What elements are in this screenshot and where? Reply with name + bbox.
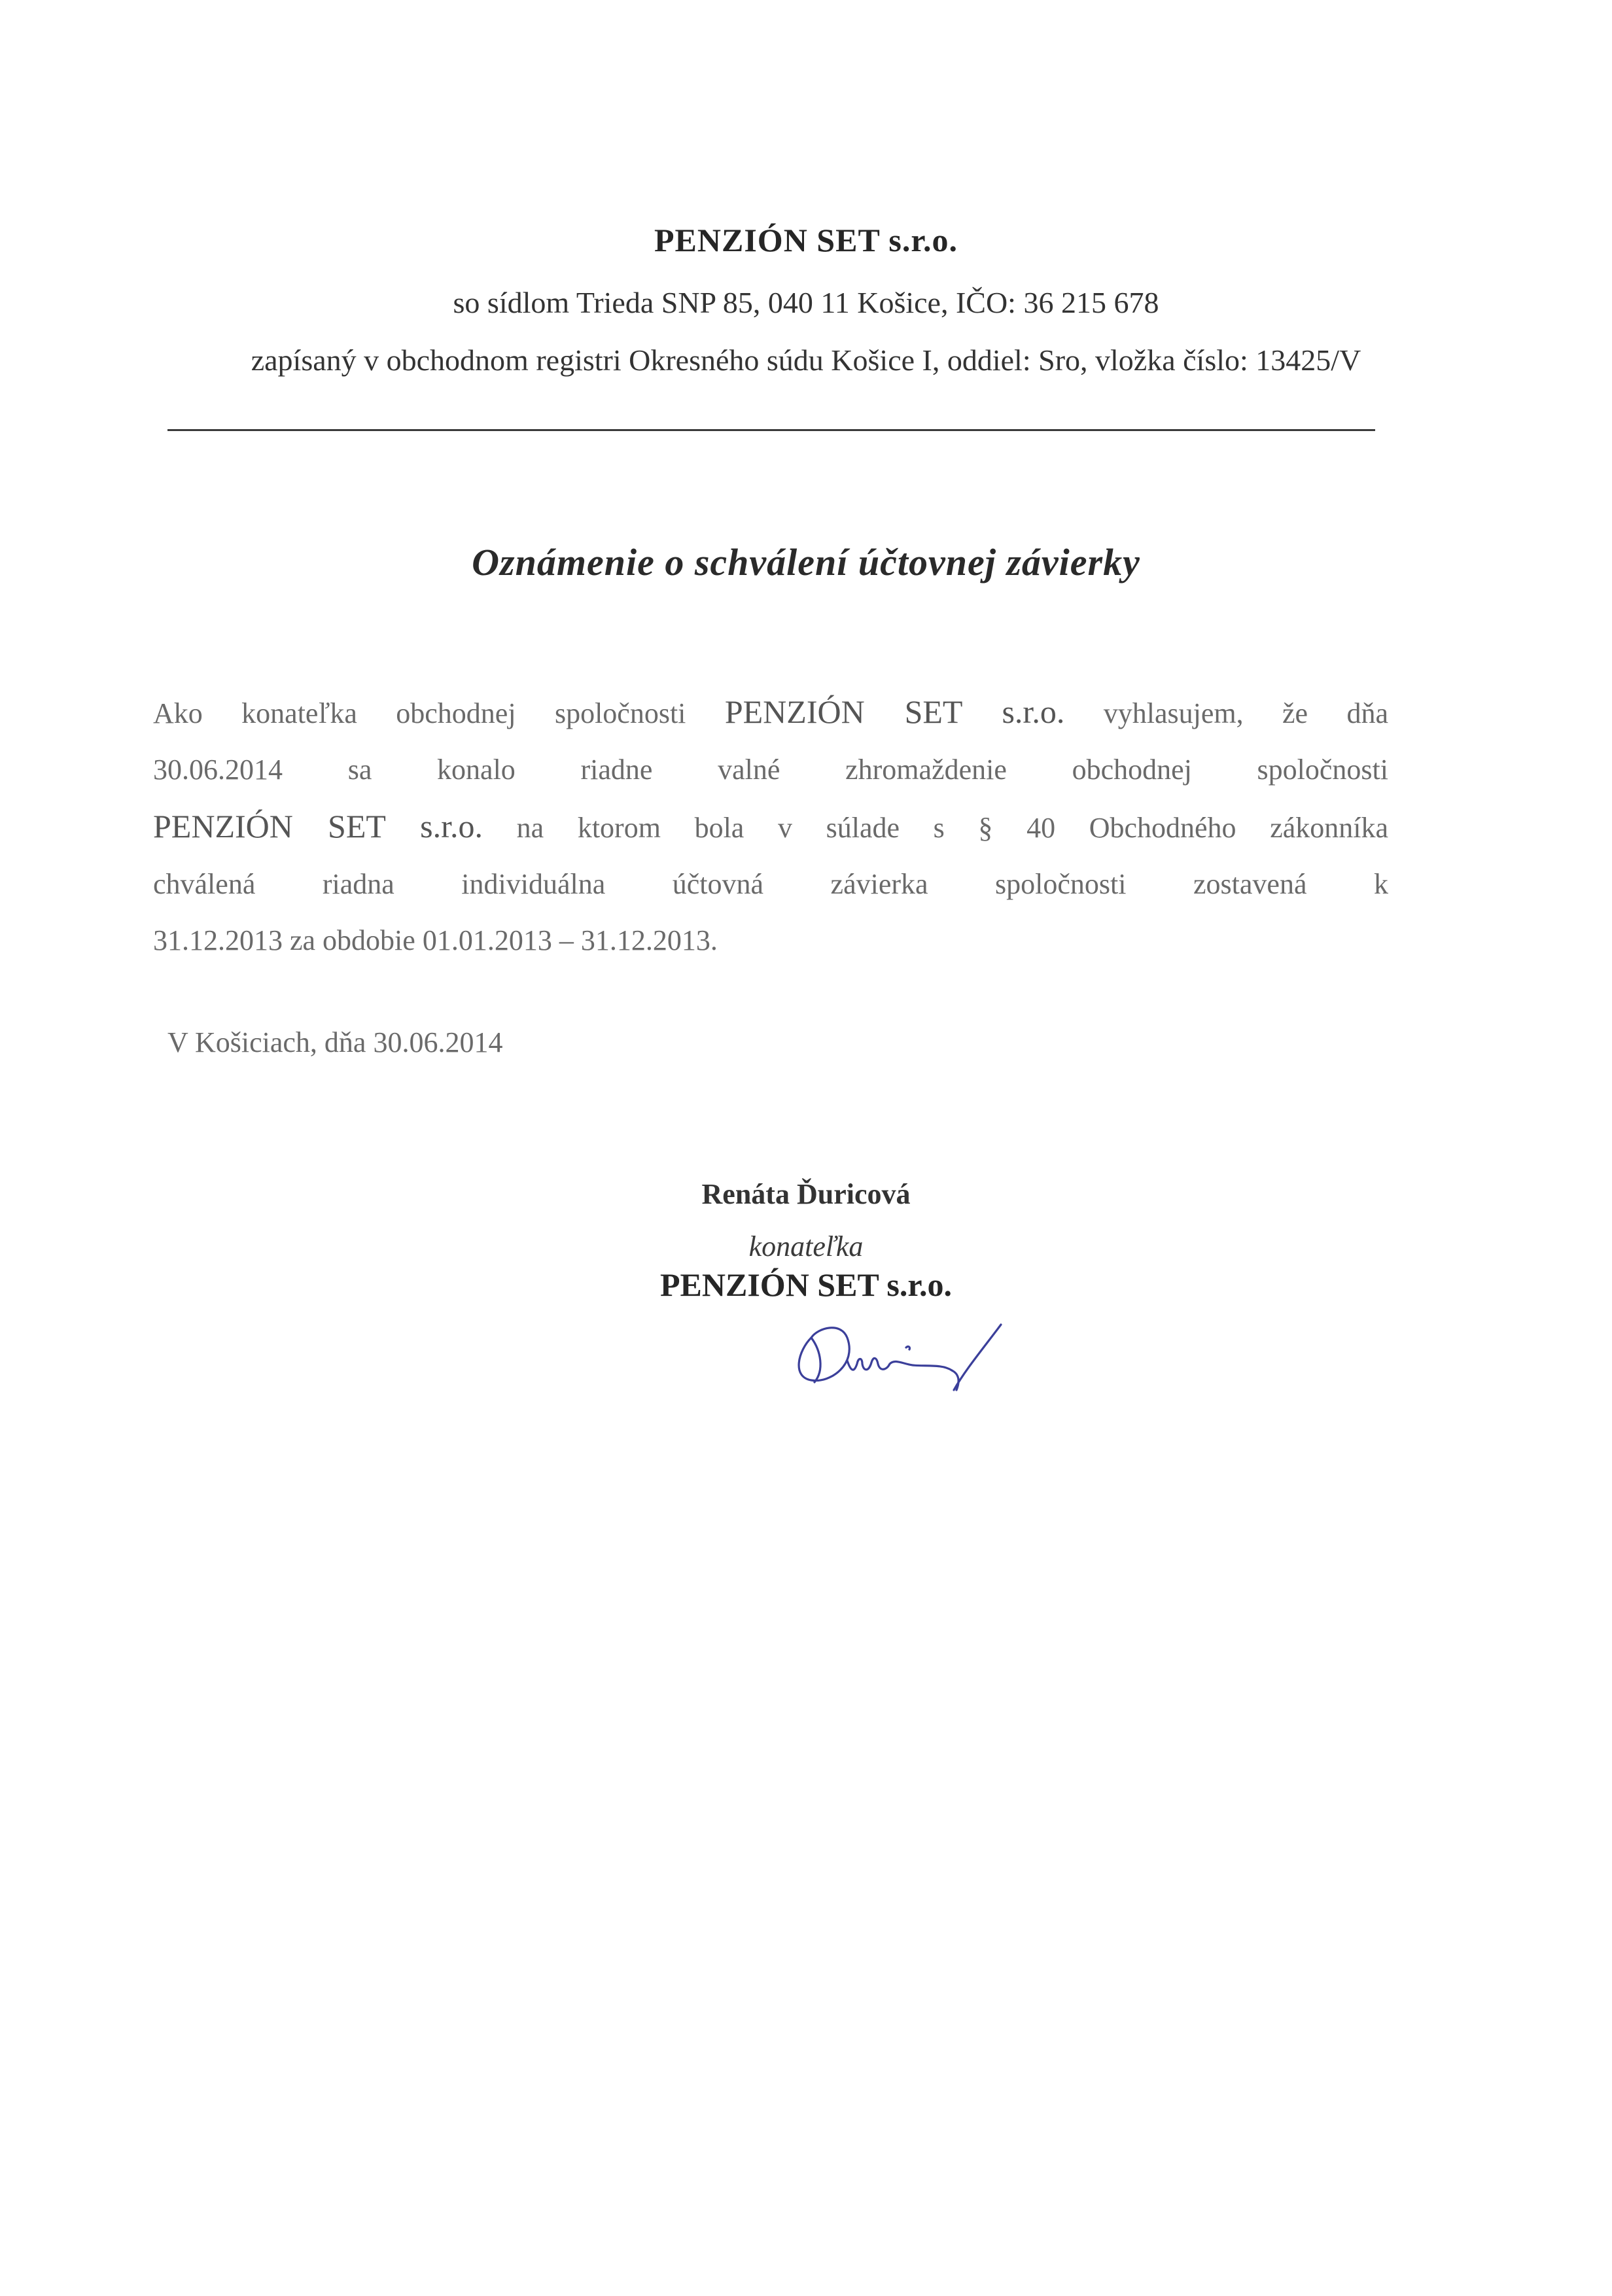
body-line-3 <box>153 798 1388 856</box>
signer-role: konateľka <box>748 1230 864 1262</box>
company-registry: zapísaný v obchodnom registri Okresného súdu Košice I, oddiel: Sro, vložka číslo: 13425/V <box>251 343 1361 377</box>
body-line-4: chválená riadna individuálna účtovná závierka spoločnosti zostavená k <box>153 868 1388 900</box>
header-divider <box>167 429 1375 431</box>
handwritten-signature <box>785 1298 1021 1397</box>
body-line-5: 31.12.2013 za obdobie 01.01.2013 – 31.12.2013. <box>153 924 718 956</box>
place-and-date: V Košiciach, dňa 30.06.2014 <box>167 1026 503 1058</box>
document-title: Oznámenie o schválení účtovnej závierky <box>472 541 1140 583</box>
signer-name: Renáta Ďuricová <box>701 1178 911 1210</box>
body-text: vyhlasujem, že dňa <box>1103 697 1388 729</box>
signer-company: PENZIÓN SET s.r.o. <box>660 1266 952 1303</box>
company-address: so sídlom Trieda SNP 85, 040 11 Košice, IČO: 36 215 678 <box>453 286 1159 319</box>
body-paragraph <box>153 684 1388 969</box>
company-name-inline: PENZIÓN SET s.r.o. <box>724 693 1065 730</box>
company-name: PENZIÓN SET s.r.o. <box>654 222 958 258</box>
body-line-1 <box>153 684 1388 742</box>
company-name-inline: PENZIÓN SET s.r.o. <box>153 808 483 844</box>
body-line-2: 30.06.2014 sa konalo riadne valné zhromaždenie obchodnej spoločnosti <box>153 754 1388 786</box>
body-text: na ktorom bola v súlade s § 40 Obchodného zákonníka <box>516 812 1389 844</box>
body-text: Ako konateľka obchodnej spoločnosti <box>153 697 686 729</box>
